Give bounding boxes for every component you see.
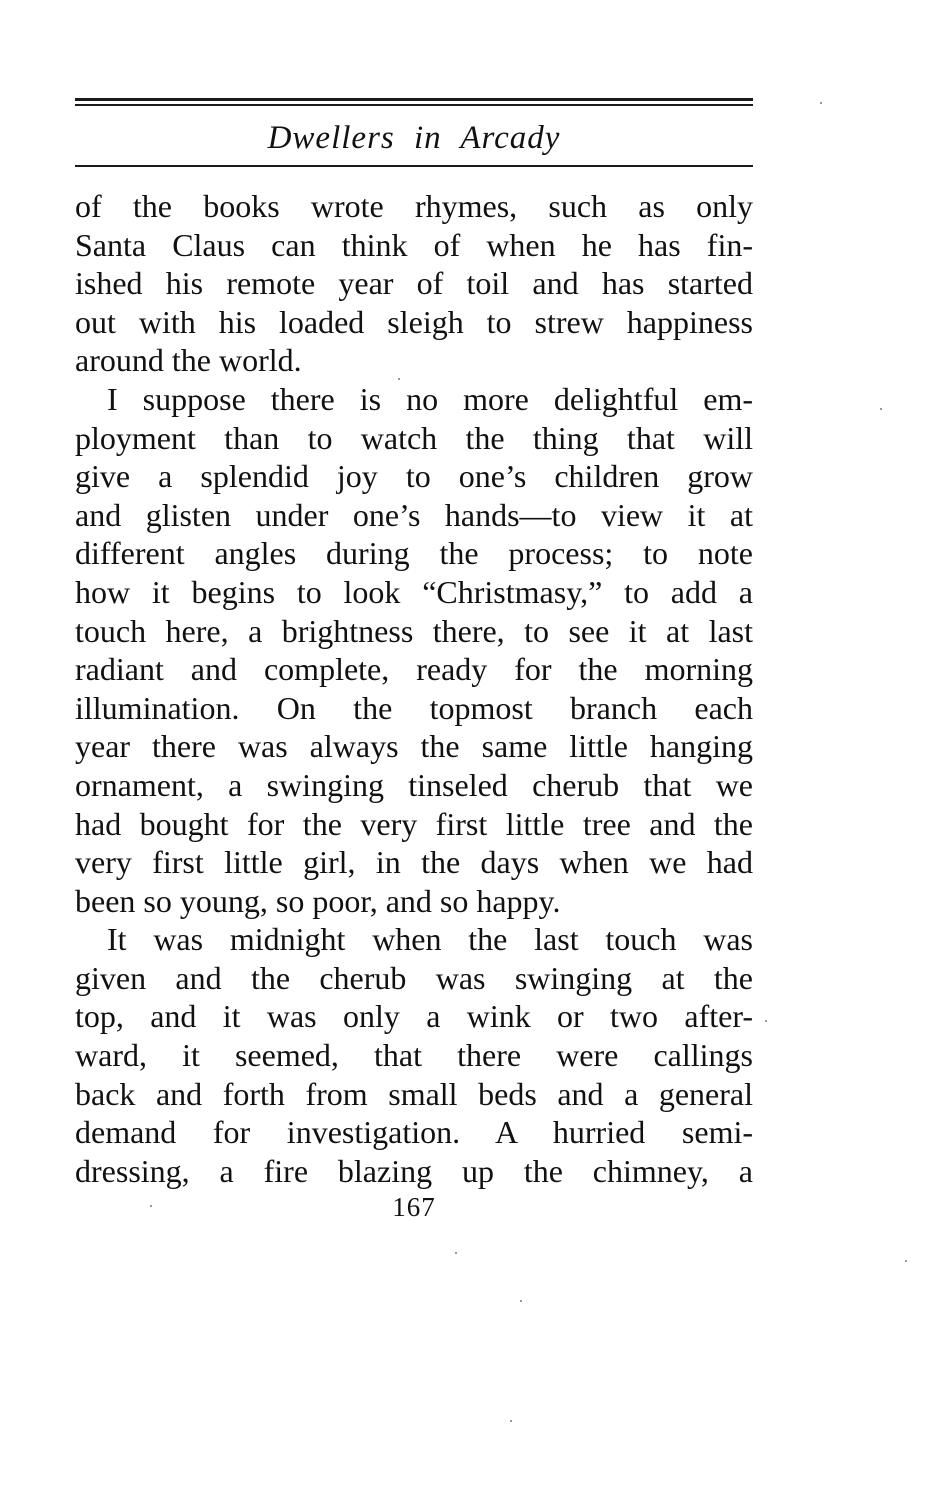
header-rule-thin [75, 104, 753, 106]
text-line: radiant and complete, ready for the morning [75, 651, 753, 688]
text-line: back and forth from small beds and a general [75, 1075, 753, 1112]
text-line: I suppose there is no more delightful em- [107, 380, 753, 417]
text-line: dressing, a fire blazing up the chimney, a [75, 1152, 753, 1189]
text-line: out with his loaded sleigh to strew happiness [75, 303, 753, 340]
page-number: 167 [392, 1192, 436, 1222]
text-line: very first little girl, in the days when we had [75, 844, 753, 881]
text-line: Santa Claus can think of when he has fin- [75, 226, 753, 263]
header-rule-thick [75, 98, 753, 101]
header-double-rule [75, 98, 753, 108]
paragraph-3 [75, 920, 753, 1190]
text-line: given and the cherub was swinging at the [75, 959, 753, 996]
text-line: It was midnight when the last touch was [107, 921, 753, 958]
text-line: of the books wrote rhymes, such as only [75, 188, 753, 224]
text-line: demand for investigation. A hurried semi- [75, 1114, 753, 1151]
scan-speck [765, 1020, 767, 1022]
text-line: ward, it seemed, that there were callings [75, 1037, 753, 1074]
text-line: ished his remote year of toil and has started [75, 265, 753, 302]
text-line: give a splendid joy to one’s children grow [75, 458, 753, 495]
text-line: ployment than to watch the thing that will [75, 419, 753, 456]
text-line: ornament, a swinging tinseled cherub that we [75, 766, 753, 803]
scan-speck [455, 1252, 457, 1254]
text-line: different angles during the process; to note [75, 535, 753, 572]
scan-speck [150, 1205, 152, 1207]
text-line: how it begins to look “Christmasy,” to add a [75, 573, 753, 610]
paragraph-1 [75, 187, 753, 380]
text-line: top, and it was only a wink or two after- [75, 998, 753, 1035]
text-line: and glisten under one’s hands—to view it at [75, 496, 753, 533]
scan-speck [905, 1260, 907, 1262]
page-body [75, 187, 753, 1190]
scan-speck [510, 1420, 512, 1422]
text-line: illumination. On the topmost branch each [75, 689, 753, 726]
text-line: been so young, so poor, and so happy. [75, 882, 561, 919]
running-title: Dwellers in Arcady [267, 120, 561, 156]
scan-speck [398, 378, 400, 380]
scan-speck [880, 408, 882, 410]
scan-speck [520, 1300, 522, 1302]
text-line: touch here, a brightness there, to see it at last [75, 612, 753, 649]
scan-speck [820, 102, 822, 104]
text-line: around the world. [75, 342, 302, 379]
header-underline-rule [75, 165, 753, 167]
text-line: year there was always the same little hanging [75, 728, 753, 765]
text-line: had bought for the very first little tree and the [75, 805, 753, 842]
paragraph-2 [75, 380, 753, 920]
